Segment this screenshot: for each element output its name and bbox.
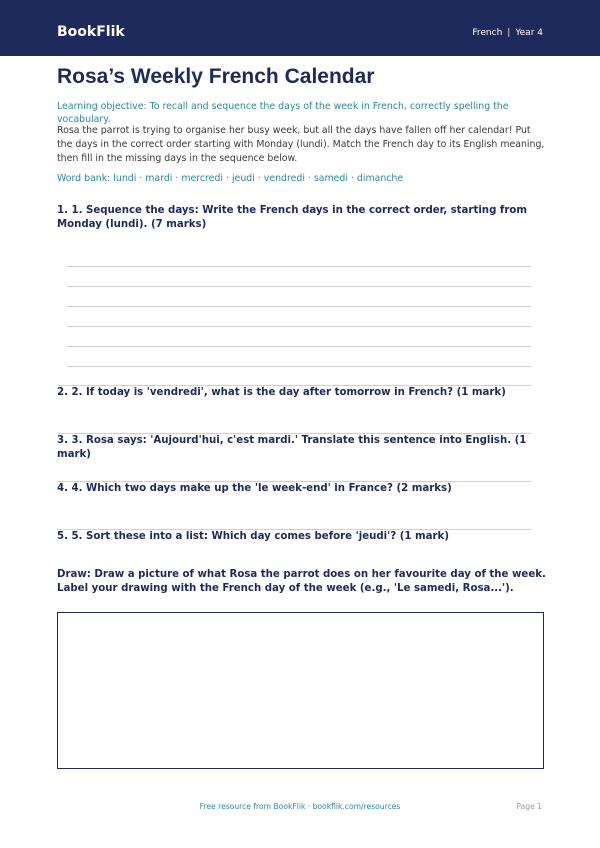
- question-1: 1. 1. Sequence the days: Write the French days in the correct order, starting from Monday (lundi). (7 marks): [57, 205, 527, 230]
- intro-paragraph: Rosa the parrot is trying to organise her busy week, but all the days have fallen off her calendar! Put the days in the correct order starting with Monday (lundi). Match the French day to its English meaning, then fill in the missing days in the sequence below.: [57, 125, 545, 164]
- subject-label: French: [472, 28, 503, 38]
- page-number: Page 1: [516, 802, 542, 811]
- answer-line[interactable]: [67, 266, 531, 267]
- header-separator: |: [507, 28, 511, 38]
- page-header: [0, 0, 600, 56]
- brand-logo: BookFlik: [57, 24, 125, 40]
- answer-line[interactable]: [67, 366, 531, 367]
- question-4: 4. 4. Which two days make up the 'le week-end' in France? (2 marks): [57, 483, 452, 494]
- answer-line[interactable]: [67, 286, 531, 287]
- word-bank: Word bank: lundi · mardi · mercredi · jeudi · vendredi · samedi · dimanche: [57, 173, 404, 184]
- learning-objective: Learning objective: To recall and sequence the days of the week in French, correctly spelling the vocabulary.: [57, 101, 509, 125]
- question-5: 5. 5. Sort these into a list: Which day comes before 'jeudi'? (1 mark): [57, 531, 449, 542]
- question-2: 2. 2. If today is 'vendredi', what is the day after tomorrow in French? (1 mark): [57, 387, 506, 398]
- draw-prompt: Draw: Draw a picture of what Rosa the parrot does on her favourite day of the week. Label your drawing with the French day of the week (e.g., 'Le samedi, Rosa...').: [57, 569, 546, 594]
- footer-text: Free resource from BookFlik · bookflik.com/resources: [199, 802, 401, 811]
- answer-line[interactable]: [67, 346, 531, 347]
- answer-line[interactable]: [67, 306, 531, 307]
- drawing-box[interactable]: [57, 612, 544, 769]
- year-label: Year 4: [515, 28, 543, 38]
- question-3: 3. 3. Rosa says: 'Aujourd'hui, c'est mardi.' Translate this sentence into English. (1 mark): [57, 435, 527, 460]
- answer-line[interactable]: [67, 326, 531, 327]
- subject-year-label: [472, 26, 543, 40]
- page-title: Rosa’s Weekly French Calendar: [57, 65, 375, 88]
